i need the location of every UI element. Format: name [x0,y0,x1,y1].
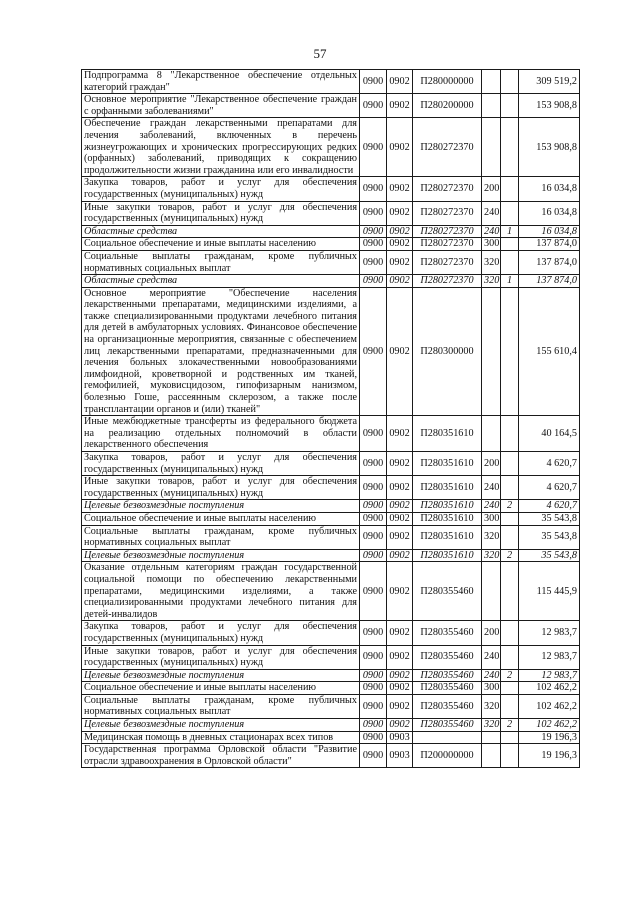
expense-type-cell: 240 [482,476,501,500]
subsection-code-cell: 0902 [387,719,413,732]
row-name-cell: Целевые безвозмездные поступления [82,500,360,513]
subsection-code-cell: 0902 [387,287,413,416]
section-code-cell: 0900 [360,70,387,94]
subsection-code-cell: 0902 [387,177,413,201]
subsection-code-cell: 0902 [387,452,413,476]
amount-cell: 35 543,8 [519,549,580,562]
expense-type-cell [482,287,501,416]
amount-cell: 155 610,4 [519,287,580,416]
section-code-cell: 0900 [360,225,387,238]
funding-source-cell: 1 [501,275,519,288]
expense-type-cell: 320 [482,250,501,274]
funding-source-cell: 2 [501,719,519,732]
funding-source-cell [501,694,519,718]
funding-source-cell [501,201,519,225]
funding-source-cell [501,512,519,525]
target-article-cell: П280000000 [413,70,482,94]
funding-source-cell [501,238,519,251]
row-name-cell: Основное мероприятие "Обеспечение населения лекарственными препаратами, медицинскими изделиями, а также специализированными продуктами лечебного питания для детей в амбулаторных условиях. Финансовое обеспечение на организационные мероприятия, связанные с обеспечением лиц лекарственными препаратами, предназначенными для лечения больных злокачественными новообразованиями лимфоидной, кроветворной и родственных им тканей, гемофилией, муковисцидозом, гипофизарным нанизмом, болезнью Гоше, рассеянным склерозом, а также после трансплантации органов и (или) тканей" [82,287,360,416]
section-code-cell: 0900 [360,177,387,201]
target-article-cell: П280355460 [413,621,482,645]
expense-type-cell: 320 [482,525,501,549]
budget-table-body [82,70,580,768]
section-code-cell: 0900 [360,744,387,768]
table-row [82,682,580,695]
subsection-code-cell: 0902 [387,94,413,118]
section-code-cell: 0900 [360,287,387,416]
row-name-cell: Закупка товаров, работ и услуг для обеспечения государственных (муниципальных) нужд [82,621,360,645]
table-row [82,118,580,177]
section-code-cell: 0900 [360,549,387,562]
target-article-cell: П280272370 [413,275,482,288]
table-row [82,250,580,274]
amount-cell: 4 620,7 [519,500,580,513]
target-article-cell: П280355460 [413,669,482,682]
funding-source-cell [501,452,519,476]
funding-source-cell [501,476,519,500]
table-row [82,512,580,525]
amount-cell: 12 983,7 [519,645,580,669]
table-row [82,177,580,201]
expense-type-cell [482,744,501,768]
target-article-cell: П280272370 [413,238,482,251]
subsection-code-cell: 0902 [387,525,413,549]
amount-cell: 137 874,0 [519,238,580,251]
target-article-cell: П280351610 [413,476,482,500]
table-row [82,645,580,669]
funding-source-cell [501,562,519,621]
target-article-cell: П280351610 [413,512,482,525]
target-article-cell: П280355460 [413,682,482,695]
subsection-code-cell: 0902 [387,238,413,251]
row-name-cell: Государственная программа Орловской области "Развитие отрасли здравоохранения в Орловской области" [82,744,360,768]
funding-source-cell [501,118,519,177]
target-article-cell: П280272370 [413,177,482,201]
row-name-cell: Обеспечение граждан лекарственными препаратами для лечения заболеваний, включенных в перечень жизнеугрожающих и хронических прогрессирующих редких (орфанных) заболеваний, приводящих к сокращению продолжительности жизни гражданина или его инвалидности [82,118,360,177]
row-name-cell: Подпрограмма 8 "Лекарственное обеспечение отдельных категорий граждан" [82,70,360,94]
expense-type-cell: 320 [482,275,501,288]
target-article-cell: П280351610 [413,525,482,549]
table-row [82,416,580,452]
subsection-code-cell: 0903 [387,744,413,768]
amount-cell: 12 983,7 [519,621,580,645]
section-code-cell: 0900 [360,731,387,744]
table-row [82,287,580,416]
expense-type-cell: 240 [482,645,501,669]
amount-cell: 16 034,8 [519,225,580,238]
funding-source-cell: 2 [501,549,519,562]
section-code-cell: 0900 [360,525,387,549]
table-row [82,731,580,744]
section-code-cell: 0900 [360,694,387,718]
table-row [82,719,580,732]
expense-type-cell: 240 [482,669,501,682]
subsection-code-cell: 0902 [387,621,413,645]
expense-type-cell [482,70,501,94]
target-article-cell: П280351610 [413,416,482,452]
target-article-cell: П280351610 [413,452,482,476]
funding-source-cell [501,744,519,768]
funding-source-cell: 2 [501,669,519,682]
section-code-cell: 0900 [360,500,387,513]
table-row [82,452,580,476]
row-name-cell: Иные закупки товаров, работ и услуг для обеспечения государственных (муниципальных) нужд [82,201,360,225]
amount-cell: 16 034,8 [519,177,580,201]
target-article-cell: П280351610 [413,500,482,513]
table-row [82,238,580,251]
row-name-cell: Социальные выплаты гражданам, кроме публичных нормативных социальных выплат [82,694,360,718]
amount-cell: 12 983,7 [519,669,580,682]
amount-cell: 102 462,2 [519,719,580,732]
target-article-cell: П280355460 [413,562,482,621]
subsection-code-cell: 0902 [387,694,413,718]
funding-source-cell [501,250,519,274]
row-name-cell: Областные средства [82,275,360,288]
table-row [82,669,580,682]
expense-type-cell [482,562,501,621]
amount-cell: 19 196,3 [519,744,580,768]
subsection-code-cell: 0902 [387,275,413,288]
section-code-cell: 0900 [360,512,387,525]
row-name-cell: Социальное обеспечение и иные выплаты населению [82,512,360,525]
page-number: 57 [313,46,327,61]
amount-cell: 137 874,0 [519,250,580,274]
subsection-code-cell: 0902 [387,225,413,238]
target-article-cell: П280300000 [413,287,482,416]
section-code-cell: 0900 [360,275,387,288]
amount-cell: 35 543,8 [519,525,580,549]
funding-source-cell [501,416,519,452]
section-code-cell: 0900 [360,416,387,452]
row-name-cell: Основное мероприятие "Лекарственное обеспечение граждан с орфанными заболеваниями" [82,94,360,118]
amount-cell: 102 462,2 [519,682,580,695]
section-code-cell: 0900 [360,94,387,118]
amount-cell: 137 874,0 [519,275,580,288]
section-code-cell: 0900 [360,452,387,476]
row-name-cell: Социальные выплаты гражданам, кроме публичных нормативных социальных выплат [82,250,360,274]
subsection-code-cell: 0902 [387,416,413,452]
amount-cell: 19 196,3 [519,731,580,744]
table-row [82,94,580,118]
section-code-cell: 0900 [360,476,387,500]
expense-type-cell: 200 [482,452,501,476]
target-article-cell: П280272370 [413,118,482,177]
subsection-code-cell: 0902 [387,512,413,525]
table-row [82,476,580,500]
row-name-cell: Закупка товаров, работ и услуг для обеспечения государственных (муниципальных) нужд [82,452,360,476]
amount-cell: 102 462,2 [519,694,580,718]
row-name-cell: Оказание отдельным категориям граждан государственной социальной помощи по обеспечению лекарственными препаратами, медицинскими изделиями, а также специализированными продуктами лечебного питания для детей-инвалидов [82,562,360,621]
table-row [82,562,580,621]
amount-cell: 4 620,7 [519,452,580,476]
target-article-cell: П280355460 [413,694,482,718]
table-row [82,500,580,513]
target-article-cell: П280355460 [413,645,482,669]
amount-cell: 40 164,5 [519,416,580,452]
table-row [82,694,580,718]
row-name-cell: Иные межбюджетные трансферты из федерального бюджета на реализацию отдельных полномочий в области лекарственного обеспечения [82,416,360,452]
budget-table [81,69,580,768]
row-name-cell: Закупка товаров, работ и услуг для обеспечения государственных (муниципальных) нужд [82,177,360,201]
funding-source-cell [501,645,519,669]
funding-source-cell [501,682,519,695]
amount-cell: 153 908,8 [519,118,580,177]
row-name-cell: Целевые безвозмездные поступления [82,669,360,682]
table-row [82,225,580,238]
funding-source-cell [501,525,519,549]
table-row [82,525,580,549]
expense-type-cell: 200 [482,177,501,201]
expense-type-cell: 300 [482,238,501,251]
expense-type-cell: 240 [482,225,501,238]
target-article-cell: П280355460 [413,719,482,732]
subsection-code-cell: 0902 [387,669,413,682]
row-name-cell: Областные средства [82,225,360,238]
section-code-cell: 0900 [360,669,387,682]
amount-cell: 4 620,7 [519,476,580,500]
expense-type-cell [482,94,501,118]
funding-source-cell [501,621,519,645]
amount-cell: 153 908,8 [519,94,580,118]
funding-source-cell: 2 [501,500,519,513]
funding-source-cell [501,287,519,416]
row-name-cell: Целевые безвозмездные поступления [82,549,360,562]
expense-type-cell: 320 [482,719,501,732]
expense-type-cell: 320 [482,694,501,718]
target-article-cell [413,731,482,744]
row-name-cell: Иные закупки товаров, работ и услуг для обеспечения государственных (муниципальных) нужд [82,645,360,669]
target-article-cell: П280272370 [413,250,482,274]
row-name-cell: Социальные выплаты гражданам, кроме публичных нормативных социальных выплат [82,525,360,549]
section-code-cell: 0900 [360,250,387,274]
funding-source-cell [501,94,519,118]
table-row [82,549,580,562]
amount-cell: 115 445,9 [519,562,580,621]
expense-type-cell [482,118,501,177]
table-row [82,275,580,288]
target-article-cell: П280351610 [413,549,482,562]
funding-source-cell [501,731,519,744]
section-code-cell: 0900 [360,682,387,695]
expense-type-cell: 300 [482,512,501,525]
expense-type-cell: 320 [482,549,501,562]
table-row [82,201,580,225]
row-name-cell: Социальное обеспечение и иные выплаты населению [82,682,360,695]
section-code-cell: 0900 [360,719,387,732]
table-row [82,621,580,645]
expense-type-cell: 200 [482,621,501,645]
subsection-code-cell: 0902 [387,250,413,274]
subsection-code-cell: 0902 [387,201,413,225]
target-article-cell: П280200000 [413,94,482,118]
expense-type-cell: 300 [482,682,501,695]
funding-source-cell [501,70,519,94]
expense-type-cell: 240 [482,201,501,225]
section-code-cell: 0900 [360,118,387,177]
subsection-code-cell: 0903 [387,731,413,744]
table-row [82,70,580,94]
subsection-code-cell: 0902 [387,118,413,177]
subsection-code-cell: 0902 [387,645,413,669]
row-name-cell: Целевые безвозмездные поступления [82,719,360,732]
row-name-cell: Медицинская помощь в дневных стационарах всех типов [82,731,360,744]
section-code-cell: 0900 [360,621,387,645]
funding-source-cell [501,177,519,201]
subsection-code-cell: 0902 [387,70,413,94]
section-code-cell: 0900 [360,238,387,251]
row-name-cell: Иные закупки товаров, работ и услуг для обеспечения государственных (муниципальных) нужд [82,476,360,500]
section-code-cell: 0900 [360,645,387,669]
target-article-cell: П280272370 [413,201,482,225]
amount-cell: 309 519,2 [519,70,580,94]
subsection-code-cell: 0902 [387,549,413,562]
funding-source-cell: 1 [501,225,519,238]
subsection-code-cell: 0902 [387,476,413,500]
section-code-cell: 0900 [360,201,387,225]
target-article-cell: П280272370 [413,225,482,238]
subsection-code-cell: 0902 [387,562,413,621]
subsection-code-cell: 0902 [387,682,413,695]
expense-type-cell [482,416,501,452]
section-code-cell: 0900 [360,562,387,621]
table-row [82,744,580,768]
expense-type-cell: 240 [482,500,501,513]
subsection-code-cell: 0902 [387,500,413,513]
target-article-cell: П200000000 [413,744,482,768]
row-name-cell: Социальное обеспечение и иные выплаты населению [82,238,360,251]
amount-cell: 35 543,8 [519,512,580,525]
amount-cell: 16 034,8 [519,201,580,225]
expense-type-cell [482,731,501,744]
